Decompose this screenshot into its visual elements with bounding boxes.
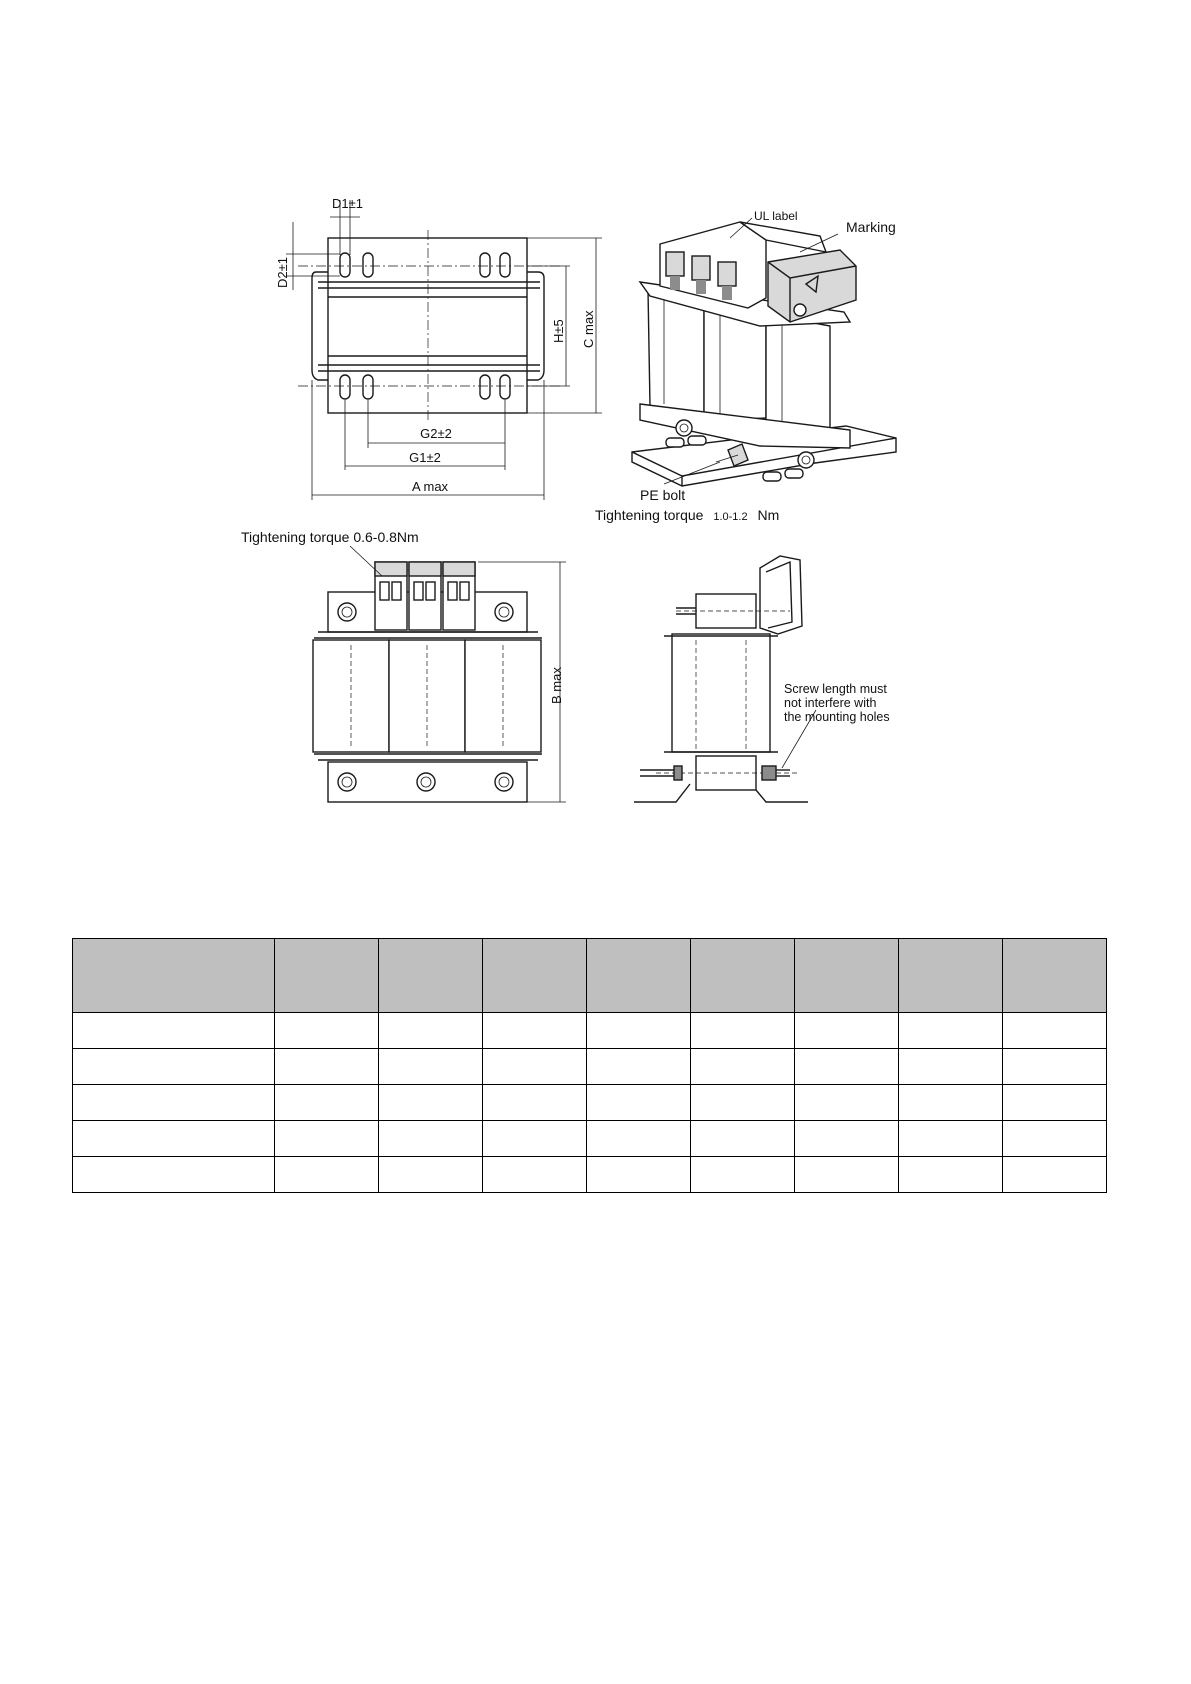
table-cell bbox=[691, 1121, 795, 1157]
d2-label: D2±1 bbox=[275, 257, 290, 288]
table-cell bbox=[587, 1085, 691, 1121]
technical-drawing bbox=[0, 0, 1191, 830]
g1-label: G1±2 bbox=[409, 450, 441, 465]
table-cell bbox=[379, 1121, 483, 1157]
table-cell bbox=[73, 1157, 275, 1193]
dimension-table bbox=[72, 938, 1107, 1193]
table-cell bbox=[691, 1049, 795, 1085]
table-cell bbox=[795, 1049, 899, 1085]
header-cell bbox=[691, 939, 795, 1013]
table-cell bbox=[1003, 1049, 1107, 1085]
table-cell bbox=[1003, 1121, 1107, 1157]
table-cell bbox=[483, 1121, 587, 1157]
table-cell bbox=[379, 1085, 483, 1121]
table-cell bbox=[73, 1049, 275, 1085]
table-cell bbox=[795, 1157, 899, 1193]
table-cell bbox=[483, 1085, 587, 1121]
table-cell bbox=[795, 1121, 899, 1157]
table-cell bbox=[587, 1013, 691, 1049]
c-max-label: C max bbox=[581, 310, 596, 348]
table-cell bbox=[795, 1013, 899, 1049]
top-view bbox=[286, 200, 602, 500]
table-cell bbox=[73, 1013, 275, 1049]
header-cell bbox=[899, 939, 1003, 1013]
table-row bbox=[73, 1013, 1107, 1049]
pe-torque-text bbox=[595, 507, 779, 523]
table-cell bbox=[899, 1157, 1003, 1193]
table-cell bbox=[899, 1049, 1003, 1085]
table-row bbox=[73, 1121, 1107, 1157]
pe-torque-prefix: Tightening torque bbox=[595, 507, 704, 523]
pe-bolt-text: PE bolt bbox=[640, 487, 686, 503]
table-cell bbox=[899, 1085, 1003, 1121]
isometric-view bbox=[632, 218, 896, 486]
table-cell bbox=[379, 1157, 483, 1193]
table-cell bbox=[691, 1157, 795, 1193]
header-cell bbox=[483, 939, 587, 1013]
b-max-label: B max bbox=[549, 667, 564, 704]
h-label: H±5 bbox=[551, 319, 566, 343]
screw-note-line-2: not interfere with bbox=[784, 696, 877, 710]
table-cell bbox=[275, 1085, 379, 1121]
header-cell bbox=[795, 939, 899, 1013]
table-cell bbox=[691, 1085, 795, 1121]
table-row bbox=[73, 1157, 1107, 1193]
header-cell bbox=[73, 939, 275, 1013]
header-cell bbox=[587, 939, 691, 1013]
table-cell bbox=[1003, 1157, 1107, 1193]
table-cell bbox=[483, 1013, 587, 1049]
table-cell bbox=[483, 1049, 587, 1085]
table-row bbox=[73, 1049, 1107, 1085]
pe-torque-value: 1.0-1.2 bbox=[713, 511, 748, 523]
d1-label: D1±1 bbox=[332, 196, 363, 211]
table-cell bbox=[1003, 1085, 1107, 1121]
table-cell bbox=[1003, 1013, 1107, 1049]
table-cell bbox=[379, 1049, 483, 1085]
table-cell bbox=[795, 1085, 899, 1121]
table-cell bbox=[587, 1121, 691, 1157]
table-cell bbox=[483, 1157, 587, 1193]
table-cell bbox=[275, 1157, 379, 1193]
table-cell bbox=[379, 1013, 483, 1049]
g2-label: G2±2 bbox=[420, 426, 452, 441]
table-cell bbox=[275, 1013, 379, 1049]
table-cell bbox=[73, 1085, 275, 1121]
table-cell bbox=[691, 1013, 795, 1049]
table-cell bbox=[587, 1049, 691, 1085]
a-max-label: A max bbox=[411, 479, 449, 494]
table-row bbox=[73, 1085, 1107, 1121]
side-view bbox=[634, 556, 816, 802]
terminal-torque-text: Tightening torque 0.6-0.8Nm bbox=[241, 529, 419, 545]
table-cell bbox=[899, 1013, 1003, 1049]
header-cell bbox=[1003, 939, 1107, 1013]
table-cell bbox=[899, 1121, 1003, 1157]
pe-torque-unit: Nm bbox=[757, 507, 780, 523]
screw-note-line-3: the mounting holes bbox=[784, 710, 890, 724]
table-cell bbox=[587, 1157, 691, 1193]
header-cell bbox=[275, 939, 379, 1013]
ul-label-text: UL label bbox=[754, 209, 798, 223]
front-view bbox=[313, 546, 566, 802]
marking-text: Marking bbox=[846, 219, 896, 235]
table-header-row bbox=[73, 939, 1107, 1013]
header-cell bbox=[379, 939, 483, 1013]
table-cell bbox=[275, 1121, 379, 1157]
table-cell bbox=[275, 1049, 379, 1085]
screw-note-line-1: Screw length must bbox=[784, 682, 887, 696]
table-cell bbox=[73, 1121, 275, 1157]
